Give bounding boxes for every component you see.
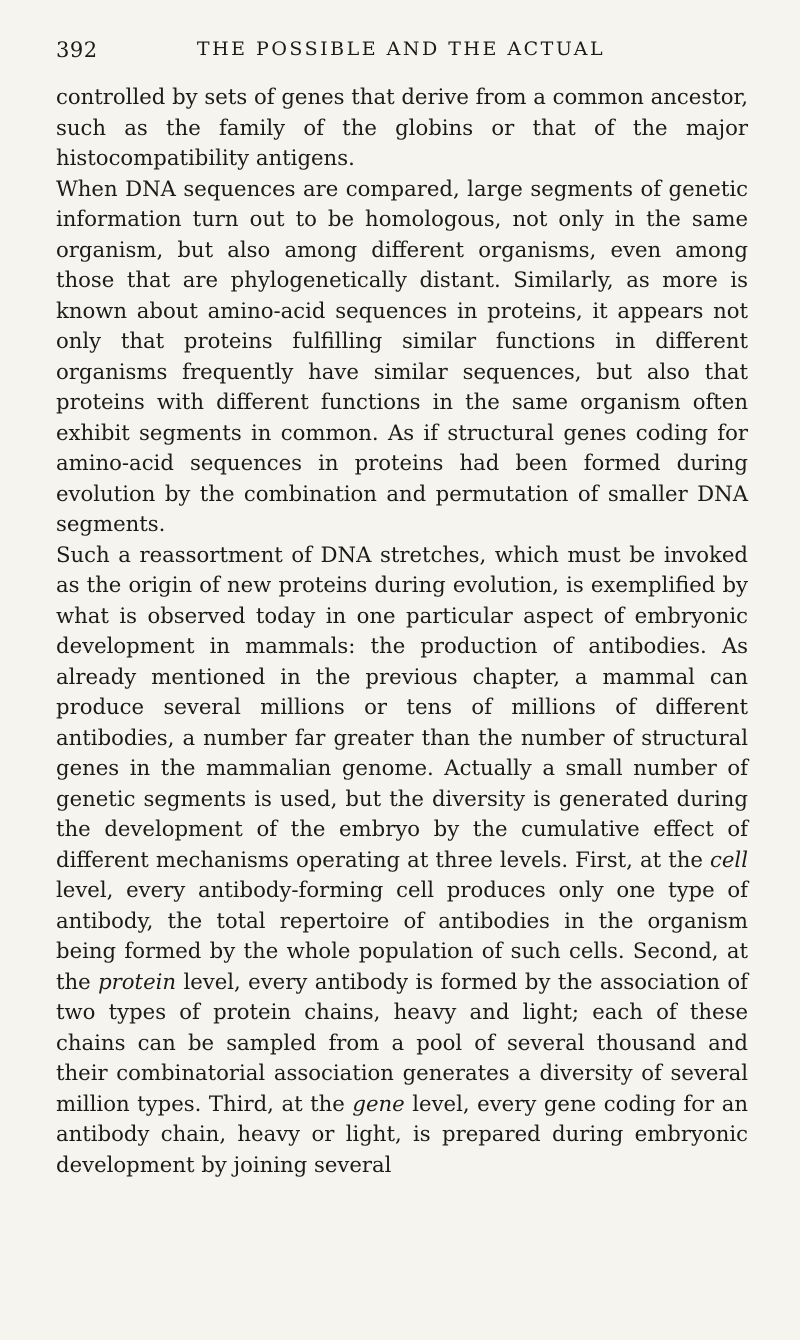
paragraph-3 [56,540,748,1181]
paragraph-3-part-b: level, every antibody-forming cell produces only one type of antibody, the total repertoire of antibodies in the organism being formed by the whole population of such cells. Second, at the [56,877,748,994]
emphasis-protein: protein [98,968,177,994]
emphasis-gene: gene [352,1090,405,1116]
paragraph-1: controlled by sets of genes that derive from a common ancestor, such as the family of the globins or that of the major histocompatibility antigens. [56,84,748,170]
body-text [56,82,748,1180]
paragraph-3-part-c: level, every antibody is formed by the association of two types of protein chains, heavy and light; each of these chains can be sampled from a pool of several thousand and their combinatorial association generates a diversity of several million types. Third, at the [56,968,749,1116]
page-number: 392 [56,38,98,62]
paragraph-3-part-d: level, every gene coding for an antibody chain, heavy or light, is prepared during embryonic development by joining several [56,1090,748,1177]
running-head [56,38,746,62]
paragraph-3-part-a: Such a reassortment of DNA stretches, which must be invoked as the origin of new proteins during evolution, is exemplified by what is observed today in one particular aspect of embryonic development in mammals: the production of antibodies. As already mentioned in the previous chapter, a mammal can produce several millions or tens of millions of different antibodies, a number far greater than the number of structural genes in the mammalian genome. Actually a small number of genetic segments is used, but the diversity is generated during the development of the embryo by the cumulative effect of different mechanisms operating at three levels. First, at the [56,541,748,872]
paragraph-2: When DNA sequences are compared, large segments of genetic information turn out to be homologous, not only in the same organism, but also among different organisms, even among those that are phylogenetically distant. Similarly, as more is known about amino-acid sequences in proteins, it appears not only that proteins fulfilling similar functions in different organisms frequently have similar sequences, but also that proteins with different functions in the same organism often exhibit segments in common. As if structural genes coding for amino-acid sequences in proteins had been formed during evolution by the combination and permutation of smaller DNA segments. [56,175,748,536]
emphasis-cell: cell [710,846,748,872]
running-title: THE POSSIBLE AND THE ACTUAL [196,38,606,60]
